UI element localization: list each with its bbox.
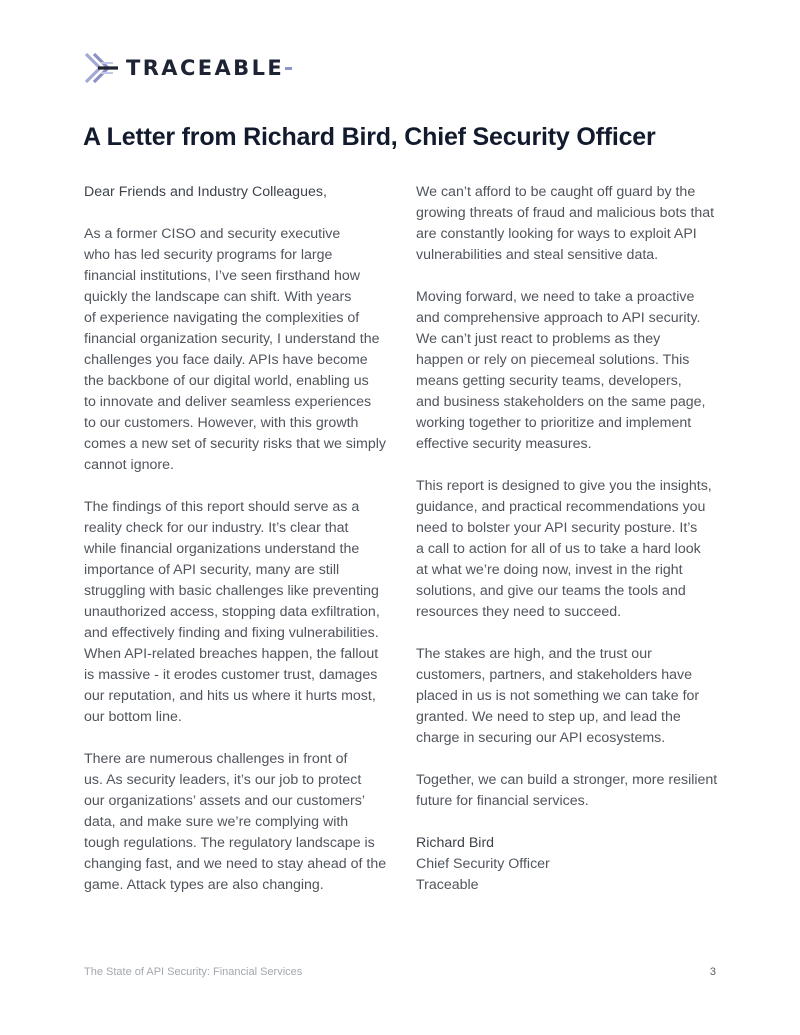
paragraph-line: As a former CISO and security executive [84,226,341,242]
paragraph-line: guidance, and practical recommendations you [416,499,706,515]
paragraph-line: is massive - it erodes customer trust, damages [84,667,378,683]
paragraph-line: vulnerabilities and steal sensitive data. [416,247,659,263]
paragraph-line: of experience navigating the complexities of [84,310,360,326]
paragraph-line: our bottom line. [84,709,182,725]
paragraph-line: financial institutions, I’ve seen firsthand how [84,268,361,284]
traceable-logo-icon [84,51,120,85]
paragraph-line: working together to prioritize and implement [416,415,692,431]
paragraph-line: placed in us is not something we can take for [416,688,700,704]
logo-wordmark: TRACEABLE [126,56,285,80]
paragraph-line: our organizations’ assets and our customers’ [84,793,365,809]
footer-document-title: The State of API Security: Financial Services [84,966,303,978]
paragraph-line: to our customers. However, with this growth [84,415,359,431]
paragraph-line: growing threats of fraud and malicious bots that [416,205,715,221]
paragraph-line: future for financial services. [416,793,589,809]
paragraph-line: at what we’re doing now, invest in the right [416,562,683,578]
left-column [84,182,389,917]
paragraph-line: unauthorized access, stopping data exfiltration, [84,604,380,620]
salutation-text: Dear Friends and Industry Colleagues, [84,184,327,200]
paragraph-line: quickly the landscape can shift. With years [84,289,352,305]
footer-page-number: 3 [709,966,716,978]
paragraph [416,644,721,749]
paragraph-line: cannot ignore. [84,457,174,473]
paragraph [416,476,721,623]
paragraph-line: to innovate and deliver seamless experiences [84,394,372,410]
paragraph-line: effective security measures. [416,436,592,452]
paragraph-line: us. As security leaders, it’s our job to protect [84,772,362,788]
paragraph-line: There are numerous challenges in front of [84,751,348,767]
paragraph-line: The findings of this report should serve as a [84,499,360,515]
logo-accent-mark [285,67,292,70]
signature-role: Chief Security Officer [416,856,550,872]
paragraph-line: a call to action for all of us to take a hard look [416,541,701,557]
paragraph-line: We can’t afford to be caught off guard by the [416,184,696,200]
left-paragraphs [84,224,389,896]
paragraph-line: When API-related breaches happen, the fallout [84,646,379,662]
paragraph [416,182,721,266]
paragraph-line: solutions, and give our teams the tools and [416,583,686,599]
paragraph [416,770,721,812]
right-paragraphs [416,182,721,812]
right-column [416,182,721,896]
paragraph [416,287,721,455]
paragraph-line: and business stakeholders on the same page, [416,394,706,410]
signature-name: Richard Bird [416,835,495,851]
signature-block [416,833,721,896]
paragraph [84,224,389,476]
paragraph-line: financial organization security, I understand the [84,331,380,347]
paragraph-line: are constantly looking for ways to exploit API [416,226,697,242]
paragraph-line: comes a new set of security risks that we simply [84,436,386,452]
paragraph-line: This report is designed to give you the insights, [416,478,712,494]
paragraph-line: reality check for our industry. It’s clear that [84,520,349,536]
traceable-logo [84,50,292,86]
paragraph-line: Together, we can build a stronger, more resilient [416,772,718,788]
paragraph-line: need to bolster your API security posture. It’s [416,520,698,536]
paragraph-line: granted. We need to step up, and lead the [416,709,681,725]
paragraph-line: customers, partners, and stakeholders have [416,667,693,683]
paragraph-line: tough regulations. The regulatory landscape is [84,835,375,851]
paragraph [84,497,389,728]
paragraph-line: data, and make sure we’re complying with [84,814,349,830]
page-title: A Letter from Richard Bird, Chief Security Officer [83,123,656,151]
salutation [84,182,389,203]
paragraph-line: charge in securing our API ecosystems. [416,730,666,746]
paragraph-line: while financial organizations understand the [84,541,360,557]
signature-company: Traceable [416,877,479,893]
paragraph-line: happen or rely on piecemeal solutions. This [416,352,690,368]
paragraph-line: changing fast, and we need to stay ahead of the [84,856,387,872]
paragraph-line: resources they need to succeed. [416,604,622,620]
paragraph-line: the backbone of our digital world, enabling us [84,373,369,389]
paragraph-line: importance of API security, many are still [84,562,340,578]
paragraph-line: Moving forward, we need to take a proactive [416,289,695,305]
paragraph-line: who has led security programs for large [84,247,333,263]
paragraph-line: challenges you face daily. APIs have become [84,352,368,368]
paragraph [84,749,389,896]
paragraph-line: game. Attack types are also changing. [84,877,324,893]
paragraph-line: and comprehensive approach to API security. [416,310,701,326]
paragraph-line: and effectively finding and fixing vulnerabilities. [84,625,379,641]
paragraph-line: our reputation, and hits us where it hurts most, [84,688,376,704]
paragraph-line: means getting security teams, developers, [416,373,682,389]
paragraph-line: struggling with basic challenges like preventing [84,583,379,599]
paragraph-line: The stakes are high, and the trust our [416,646,652,662]
paragraph-line: We can’t just react to problems as they [416,331,661,347]
